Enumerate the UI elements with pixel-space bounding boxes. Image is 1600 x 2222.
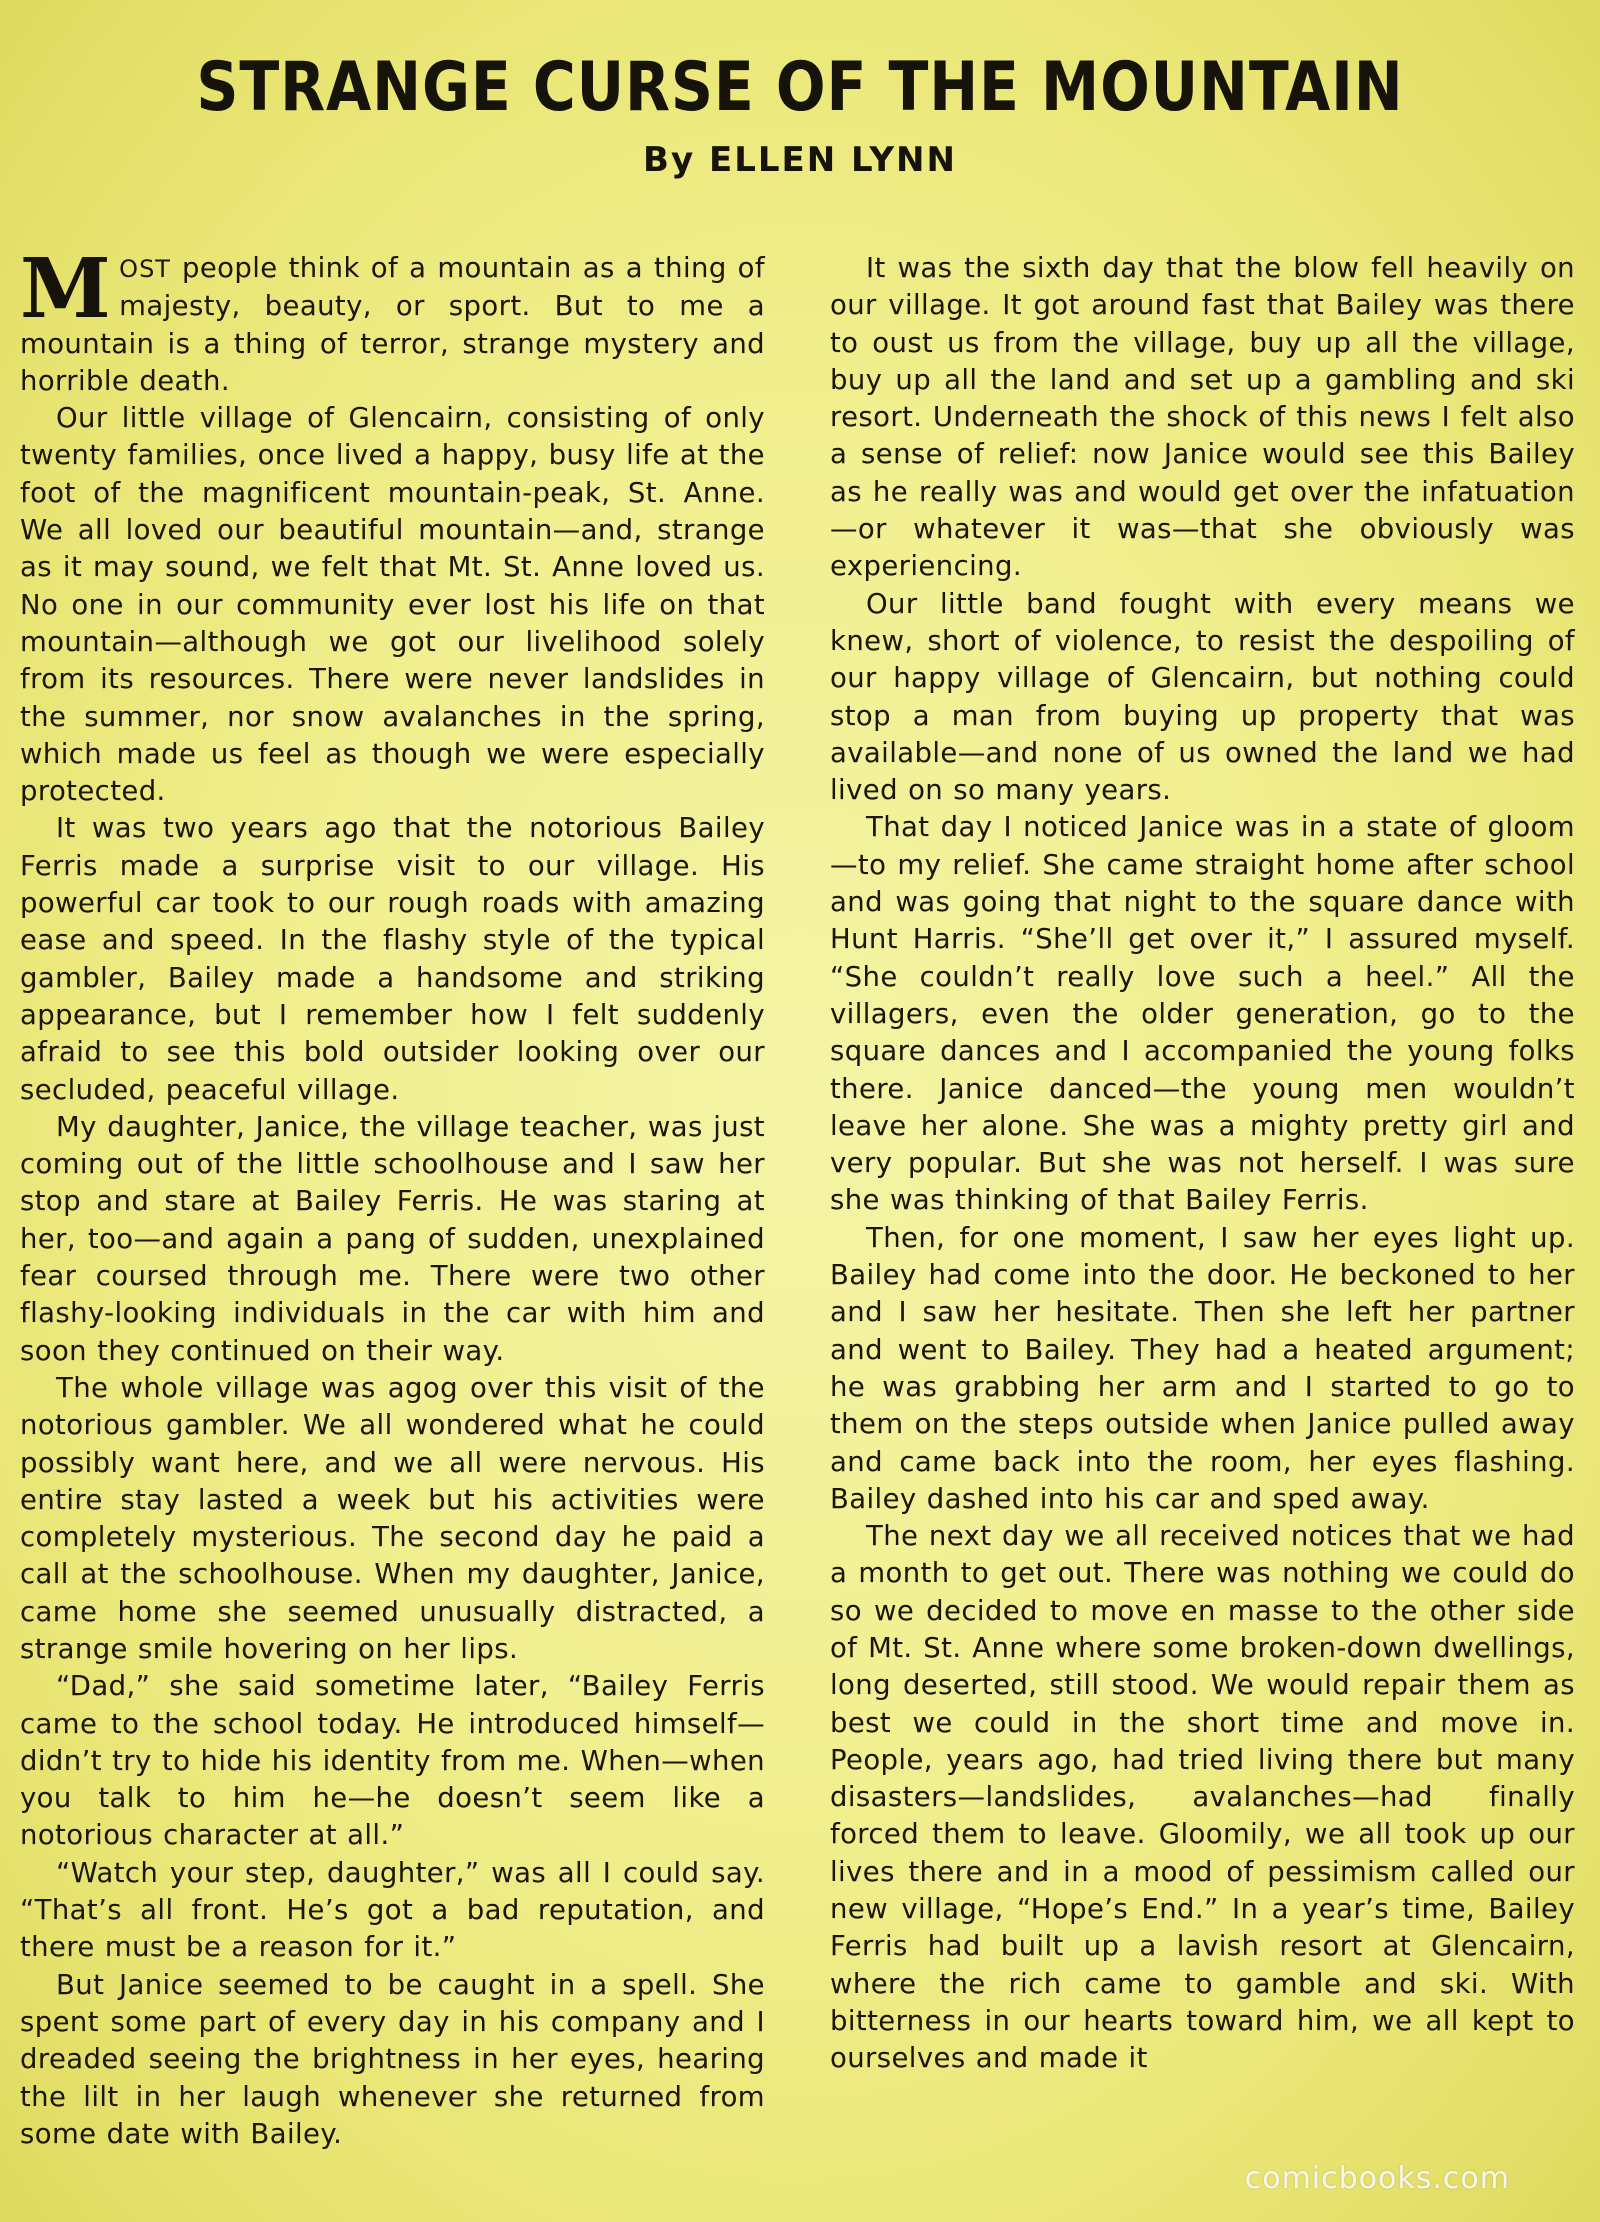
- left-column: [20, 241, 765, 2153]
- opening-paragraph-text: people think of a mountain as a thing of majesty, beauty, or sport. But to me a mountain is a thing of terror, strange mystery and horrible death.: [20, 252, 765, 397]
- site-watermark: comicbooks.com: [1244, 2161, 1510, 2196]
- paragraph: But Janice seemed to be caught in a spell. She spent some part of every day in his company and I dreaded seeing the brightness in her eyes, hearing the lilt in her laugh whenever she returned from some date with Bailey.: [20, 1968, 765, 2150]
- paragraph: My daughter, Janice, the village teacher, was just coming out of the little schoolhouse and I saw her stop and stare at Bailey Ferris. He was staring at her, too—and again a pang of sudden, unexplained fear coursed through me. There were two other flashy-looking individuals in the car with him and soon they continued on their way.: [20, 1110, 765, 1367]
- paragraph: The next day we all received notices that we had a month to get out. There was nothing we could do so we decided to move en masse to the other side of Mt. St. Anne where some broken-down dwellings, long deserted, still stood. We would repair them as best we could in the short time and move in. People, years ago, had tried living there but many disasters—landslides, avalanches—had finally forced them to leave. Gloomily, we all took up our lives there and in a mood of pessimism called our new village, “Hope’s End.” In a year’s time, Bailey Ferris had built up a lavish resort at Glencairn, where the rich came to gamble and ski. With bitterness in our hearts toward him, we all kept to ourselves and made it: [830, 1520, 1575, 2075]
- paragraph: “Dad,” she said sometime later, “Bailey Ferris came to the school today. He introduced himself—didn’t try to hide his identity from me. When—when you talk to him he—he doesn’t seem like a notorious character at all.”: [20, 1670, 765, 1852]
- opening-paragraph: [20, 241, 765, 400]
- opening-word-rest: OST: [119, 255, 171, 283]
- paragraph: That day I noticed Janice was in a state of gloom—to my relief. She came straight home after school and was going that night to the square dance with Hunt Harris. “She’ll get over it,” I assured myself. “She couldn’t really love such a heel.” All the villagers, even the older generation, go to the square dances and I accompanied the young folks there. Janice danced—the young men wouldn’t leave her alone. She was a mighty pretty girl and very popular. But she was not herself. I was sure she was thinking of that Bailey Ferris.: [830, 811, 1575, 1217]
- paragraph: Our little band fought with every means we knew, short of violence, to resist the despoiling of our happy village of Glencairn, but nothing could stop a man from buying up property that was available—and none of us owned the land we had lived on so many years.: [830, 587, 1575, 807]
- article-title: STRANGE CURSE OF THE MOUNTAIN: [196, 48, 1404, 127]
- article-byline: By ELLEN LYNN: [643, 140, 957, 180]
- paragraph: It was the sixth day that the blow fell heavily on our village. It got around fast that Bailey was there to oust us from the village, buy up all the village, buy up all the land and set up a gambling and ski resort. Underneath the shock of this news I felt also a sense of relief: now Janice would see this Bailey as he really was and would get over the infatuation—or whatever it was—that she obviously was experiencing.: [830, 252, 1575, 583]
- right-column: [830, 250, 1575, 2078]
- paragraph: It was two years ago that the notorious Bailey Ferris made a surprise visit to our village. His powerful car took to our rough roads with amazing ease and speed. In the flashy style of the typical gambler, Bailey made a handsome and striking appearance, but I remember how I felt suddenly afraid to see this bold outsider looking over our secluded, peaceful village.: [20, 812, 765, 1106]
- paragraph: The whole village was agog over this visit of the notorious gambler. We all wondered what he could possibly want here, and we all were nervous. His entire stay lasted a week but his activities were completely mysterious. The second day he paid a call at the schoolhouse. When my daughter, Janice, came home she seemed unusually distracted, a strange smile hovering on her lips.: [20, 1371, 765, 1665]
- drop-cap: M: [20, 241, 112, 337]
- paragraph: Then, for one moment, I saw her eyes light up. Bailey had come into the door. He beckoned to her and I saw her hesitate. Then she left her partner and went to Bailey. They had a heated argument; he was grabbing her arm and I started to go to them on the steps outside when Janice pulled away and came back into the room, her eyes flashing. Bailey dashed into his car and sped away.: [830, 1221, 1575, 1515]
- paragraph: Our little village of Glencairn, consisting of only twenty families, once lived a happy, busy life at the foot of the magnificent mountain-peak, St. Anne. We all loved our beautiful mountain—and, strange as it may sound, we felt that Mt. St. Anne loved us. No one in our community ever lost his life on that mountain—although we got our livelihood solely from its resources. There were never landslides in the summer, nor snow avalanches in the spring, which made us feel as though we were especially protected.: [20, 402, 765, 808]
- paragraph: “Watch your step, daughter,” was all I could say. “That’s all front. He’s got a bad reputation, and there must be a reason for it.”: [20, 1856, 765, 1964]
